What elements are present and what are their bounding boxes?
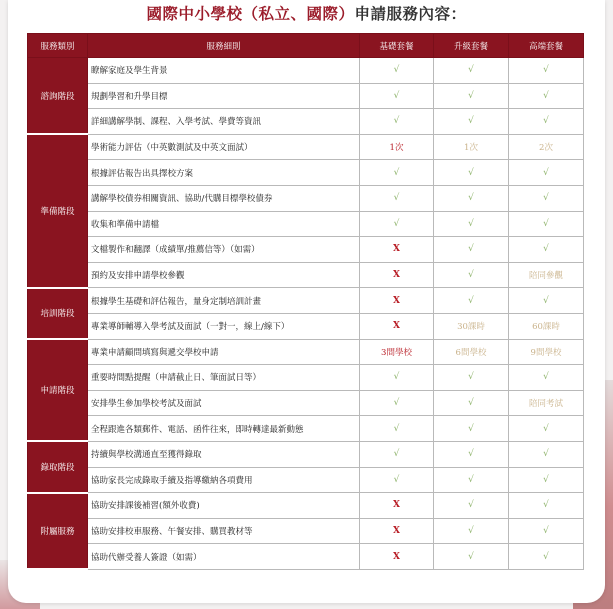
- check-icon: √: [468, 449, 474, 460]
- check-icon: √: [468, 398, 474, 409]
- table-row: [28, 416, 584, 442]
- basic-package-cell: [360, 237, 434, 263]
- check-icon: √: [543, 65, 549, 76]
- premium-package-cell: [509, 518, 584, 544]
- premium-package-cell: [509, 288, 584, 314]
- service-detail-cell: 根據評估報告出具擇校方案: [88, 160, 360, 186]
- package-value: 30課時: [457, 322, 485, 333]
- check-icon: √: [393, 474, 400, 485]
- basic-package-cell: [360, 262, 434, 288]
- table-row: [28, 185, 584, 211]
- table-row: [28, 134, 584, 160]
- category-cell: 準備階段: [28, 134, 88, 288]
- service-detail-cell: 預約及安排申請學校參觀: [88, 262, 360, 288]
- upgrade-package-cell: [434, 467, 509, 493]
- table-row: [28, 288, 584, 314]
- check-icon: √: [468, 500, 474, 511]
- check-icon: √: [543, 90, 549, 101]
- service-detail-cell: 學術能力評估（中英數測試及中英文面試）: [88, 134, 360, 160]
- service-detail-cell: 協助安排課後補習(額外收費): [88, 493, 360, 519]
- check-icon: √: [393, 90, 400, 101]
- check-icon: √: [543, 295, 549, 306]
- service-detail-cell: 全程跟進各類郵件、電話、函件往來，即時轉達最新動態: [88, 416, 360, 442]
- table-row: [28, 467, 584, 493]
- premium-package-cell: [509, 339, 584, 365]
- basic-package-cell: [360, 493, 434, 519]
- check-icon: √: [543, 218, 549, 229]
- check-icon: √: [543, 244, 549, 255]
- premium-package-cell: [509, 365, 584, 391]
- basic-package-cell: [360, 467, 434, 493]
- package-value: 陪同參觀: [528, 271, 563, 282]
- upgrade-package-cell: [434, 313, 509, 339]
- check-icon: √: [468, 270, 474, 281]
- premium-package-cell: [509, 160, 584, 186]
- package-value: 3間學校: [381, 347, 412, 358]
- package-value: 2次: [539, 143, 553, 154]
- upgrade-package-cell: [434, 288, 509, 314]
- service-detail-cell: 重要時間點提醒（申請截止日、筆面試日等）: [88, 365, 360, 391]
- service-detail-cell: 專業導師輔導入學考試及面試（一對一，線上/線下）: [88, 313, 360, 339]
- basic-package-cell: [360, 544, 434, 570]
- upgrade-package-cell: [434, 262, 509, 288]
- premium-package-cell: [509, 313, 584, 339]
- table-row: [28, 262, 584, 288]
- check-icon: √: [543, 500, 549, 511]
- table-row: [28, 544, 584, 570]
- category-cell: 申請階段: [28, 339, 88, 441]
- cross-icon: X: [393, 525, 400, 536]
- check-icon: √: [468, 295, 474, 306]
- table-row: [28, 493, 584, 519]
- table-row: [28, 109, 584, 135]
- check-icon: √: [468, 167, 474, 178]
- cross-icon: X: [393, 321, 400, 332]
- basic-package-cell: [360, 441, 434, 467]
- upgrade-package-cell: [434, 518, 509, 544]
- basic-package-cell: [360, 134, 434, 160]
- check-icon: √: [393, 218, 400, 229]
- cross-icon: X: [393, 244, 400, 255]
- table-row: [28, 390, 584, 416]
- check-icon: √: [468, 423, 474, 434]
- premium-package-cell: [509, 83, 584, 109]
- service-detail-cell: 根據學生基礎和評估報告，量身定制培訓計畫: [88, 288, 360, 314]
- service-detail-cell: 專業申請顧問填寫與遞交學校申請: [88, 339, 360, 365]
- upgrade-package-cell: [434, 390, 509, 416]
- check-icon: √: [393, 193, 400, 204]
- check-icon: √: [393, 65, 400, 76]
- table-row: [28, 237, 584, 263]
- basic-package-cell: [360, 313, 434, 339]
- service-detail-cell: 協助代辦受養人簽證（如需）: [88, 544, 360, 570]
- table-row: [28, 365, 584, 391]
- service-detail-cell: 安排學生參加學校考試及面試: [88, 390, 360, 416]
- premium-package-cell: [509, 211, 584, 237]
- premium-package-cell: [509, 390, 584, 416]
- upgrade-package-cell: [434, 365, 509, 391]
- basic-package-cell: [360, 365, 434, 391]
- premium-package-cell: [509, 134, 584, 160]
- premium-package-cell: [509, 237, 584, 263]
- service-detail-cell: 持續與學校溝通直至獲得錄取: [88, 441, 360, 467]
- package-value: 60課時: [532, 322, 560, 333]
- check-icon: √: [543, 423, 549, 434]
- package-value: 6間學校: [455, 347, 487, 358]
- table-header-row: [28, 34, 584, 58]
- service-detail-cell: 協助家長完成錄取手續及指導繳納各項費用: [88, 467, 360, 493]
- check-icon: √: [543, 116, 549, 127]
- premium-package-cell: [509, 416, 584, 442]
- service-detail-cell: 講解學校債券相關資訊、協助/代購目標學校債券: [88, 185, 360, 211]
- check-icon: √: [468, 525, 474, 536]
- check-icon: √: [468, 65, 474, 76]
- basic-package-cell: [360, 58, 434, 84]
- package-value: 1次: [464, 143, 478, 154]
- check-icon: √: [543, 551, 549, 562]
- table-row: [28, 518, 584, 544]
- check-icon: √: [468, 244, 474, 255]
- upgrade-package-cell: [434, 416, 509, 442]
- upgrade-package-cell: [434, 109, 509, 135]
- upgrade-package-cell: [434, 237, 509, 263]
- premium-package-cell: [509, 262, 584, 288]
- check-icon: √: [393, 449, 400, 460]
- table-row: [28, 441, 584, 467]
- basic-package-cell: [360, 185, 434, 211]
- table-row: [28, 339, 584, 365]
- basic-package-cell: [360, 160, 434, 186]
- category-cell: 附屬服務: [28, 493, 88, 570]
- header-basic: 基礎套餐: [360, 34, 434, 58]
- check-icon: √: [543, 525, 549, 536]
- basic-package-cell: [360, 211, 434, 237]
- basic-package-cell: [360, 518, 434, 544]
- service-table: [27, 33, 584, 570]
- upgrade-package-cell: [434, 58, 509, 84]
- upgrade-package-cell: [434, 493, 509, 519]
- check-icon: √: [393, 398, 400, 409]
- upgrade-package-cell: [434, 83, 509, 109]
- upgrade-package-cell: [434, 441, 509, 467]
- basic-package-cell: [360, 288, 434, 314]
- table-row: [28, 211, 584, 237]
- check-icon: √: [468, 218, 474, 229]
- check-icon: √: [468, 372, 474, 383]
- service-detail-cell: 詳細講解學制、課程、入學考試、學費等資訊: [88, 109, 360, 135]
- upgrade-package-cell: [434, 544, 509, 570]
- check-icon: √: [543, 372, 549, 383]
- cross-icon: X: [393, 270, 400, 281]
- upgrade-package-cell: [434, 211, 509, 237]
- check-icon: √: [543, 193, 549, 204]
- title-suffix: 申請服務內容：: [354, 5, 467, 23]
- header-upgrade: 升級套餐: [434, 34, 509, 58]
- service-detail-cell: 規劃學習和升學目標: [88, 83, 360, 109]
- upgrade-package-cell: [434, 185, 509, 211]
- basic-package-cell: [360, 109, 434, 135]
- check-icon: √: [543, 474, 549, 485]
- service-detail-cell: 文檔製作和翻譯（成績單/推薦信等）（如需）: [88, 237, 360, 263]
- cross-icon: X: [393, 295, 400, 306]
- premium-package-cell: [509, 493, 584, 519]
- service-detail-cell: 瞭解家庭及學生背景: [88, 58, 360, 84]
- upgrade-package-cell: [434, 160, 509, 186]
- upgrade-package-cell: [434, 134, 509, 160]
- title-school: 國際中小學校（私立、國際）: [146, 5, 355, 23]
- premium-package-cell: [509, 467, 584, 493]
- table-row: [28, 160, 584, 186]
- cross-icon: X: [393, 500, 400, 511]
- check-icon: √: [468, 90, 474, 101]
- check-icon: √: [393, 423, 400, 434]
- category-cell: 諮詢階段: [28, 58, 88, 135]
- check-icon: √: [543, 167, 549, 178]
- table-body: [28, 58, 584, 570]
- package-value: 1次: [389, 143, 404, 154]
- premium-package-cell: [509, 441, 584, 467]
- premium-package-cell: [509, 185, 584, 211]
- basic-package-cell: [360, 416, 434, 442]
- table-row: [28, 83, 584, 109]
- check-icon: √: [393, 116, 400, 127]
- check-icon: √: [468, 116, 474, 127]
- service-detail-cell: 協助安排校車服務、午餐安排、購買教材等: [88, 518, 360, 544]
- check-icon: √: [468, 474, 474, 485]
- page-title: [0, 3, 613, 25]
- category-cell: 培訓階段: [28, 288, 88, 339]
- service-detail-cell: 收集和準備申請檔: [88, 211, 360, 237]
- check-icon: √: [468, 551, 474, 562]
- basic-package-cell: [360, 339, 434, 365]
- header-category: 服務類別: [28, 34, 88, 58]
- basic-package-cell: [360, 83, 434, 109]
- package-value: 陪同考試: [528, 399, 563, 410]
- premium-package-cell: [509, 58, 584, 84]
- header-detail: 服務細則: [88, 34, 360, 58]
- upgrade-package-cell: [434, 339, 509, 365]
- package-value: 9間學校: [530, 347, 562, 358]
- check-icon: √: [543, 449, 549, 460]
- premium-package-cell: [509, 544, 584, 570]
- check-icon: √: [393, 167, 400, 178]
- cross-icon: X: [393, 551, 400, 562]
- premium-package-cell: [509, 109, 584, 135]
- check-icon: √: [393, 372, 400, 383]
- header-premium: 高端套餐: [509, 34, 584, 58]
- category-cell: 錄取階段: [28, 441, 88, 492]
- basic-package-cell: [360, 390, 434, 416]
- check-icon: √: [468, 193, 474, 204]
- table-row: [28, 313, 584, 339]
- table-row: [28, 58, 584, 84]
